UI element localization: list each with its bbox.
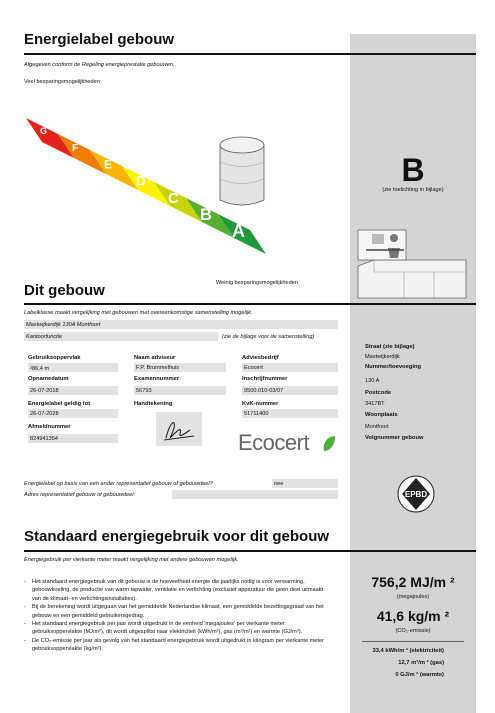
- kvk-value: 51711400: [244, 410, 269, 417]
- scale-letter: C: [168, 189, 179, 207]
- representative-address-field: [172, 490, 338, 499]
- representative-answer: nee: [274, 480, 284, 487]
- house-value: 130 A: [365, 378, 380, 384]
- representative-answer-field: [272, 479, 338, 488]
- usage-bullet: - De CO₂-emissie per jaar als gevolg van het standaard energiegebruik wordt uitgedrukt in kilogram per vierkante meter gebruiksoppervlakte (kg/m²).: [24, 637, 324, 654]
- advisor-field: [134, 363, 226, 372]
- valid-label: Energielabel geldig tot: [28, 401, 91, 407]
- scale-band: [26, 118, 74, 158]
- number-field: [28, 434, 118, 443]
- exam-field: [134, 386, 226, 395]
- epbd-seal: [396, 474, 436, 514]
- exam-label: Examennummer: [134, 376, 180, 382]
- building-icon: [220, 137, 264, 205]
- ecocert-logo-text: Ecocert: [238, 430, 310, 455]
- function-value: Kantoorfunctie: [26, 333, 63, 340]
- reg-label: Inschrijfnummer: [242, 376, 288, 382]
- reg-value: 9500.010-03/07: [244, 387, 284, 394]
- area-field: [28, 363, 118, 372]
- mj-note: (megajoules): [396, 594, 430, 600]
- exam-value: 56793: [136, 387, 152, 394]
- company-value: Ecocert: [244, 364, 263, 371]
- elec-value: 33,4 kWh/m ² (elektriciteit): [372, 648, 444, 654]
- scale-letter: D: [136, 173, 146, 189]
- scale-letter: G: [40, 126, 48, 136]
- scale-letter: A: [232, 221, 245, 242]
- kvk-label: KvK-nummer: [242, 401, 279, 407]
- scale-letter: E: [104, 157, 113, 172]
- company-field: [242, 363, 338, 372]
- advisor-value: F.P. Brummelhuis: [136, 364, 180, 371]
- issued-text: Afgegeven conform de Regeling energieprestatie gebouwen.: [24, 62, 175, 68]
- city-value: Montfoort: [365, 424, 389, 430]
- usage-intro: Energiegebruik per vierkante meter maakt vergelijking met andere gebouwen mogelijk.: [24, 557, 239, 563]
- street-value: Mastwijkerdijk: [365, 354, 400, 360]
- address-value: Mastwijkerdijk 130A Montfoort: [26, 321, 101, 328]
- area-label: Gebruiksoppervlak: [28, 355, 81, 361]
- scale-letter: F: [72, 142, 79, 155]
- epbd-seal-graphic: [396, 474, 436, 514]
- page-title: Energielabel gebouw: [24, 31, 175, 48]
- company-label: Adviesbedrijf: [242, 355, 279, 361]
- postal-value: 3417BT: [365, 401, 385, 407]
- usage-title: Standaard energiegebruik voor dit gebouw: [24, 528, 330, 545]
- valid-value: 26-07-2028: [30, 410, 59, 417]
- usage-bullets: [24, 578, 324, 654]
- scale-top-text: Veel besparingsmogelijkheden: [24, 79, 100, 85]
- scale-bottom-text: Weinig besparingsmogelijkheden: [216, 280, 298, 286]
- signature-image: [156, 412, 202, 446]
- advisor-label: Naam adviseur: [134, 355, 176, 361]
- usage-bullet: - Het standaard energiegebruik per jaar wordt uitgedrukt in de eenheid 'megajoules' per vierkante meter gebruiksoppervlakte (MJ/m²), dit wordt uitgesplitst naar elektriciteit (kWh/m²), gas (m³/m²) en warmte (GJ/m²).: [24, 620, 324, 637]
- label-note: (zie toelichting in bijlage): [382, 187, 444, 193]
- valid-field: [28, 409, 118, 418]
- label-class: B: [401, 152, 425, 188]
- building-intro: Labelklasse maakt vergelijking met gebouwen met overeenkomstige samenstelling mogelijk.: [24, 310, 253, 316]
- scale-letter: B: [200, 206, 212, 224]
- postal-label: Postcode: [365, 390, 392, 396]
- energy-scale-graphic: [24, 100, 344, 280]
- address-field: [24, 320, 338, 329]
- signature-box: [156, 412, 202, 446]
- usage-bullet: - Het standaard energiegebruik van dit gebouw is de hoeveelheid energie die jaarlijks nodig is voor verwarming, gebouwkoeling, de productie van warm tapwater, ventilatie en verlichting (exclusief apparatuur die geen deel uitmaakt van de klimaat- en verlichtingsinstallaties).: [24, 578, 324, 603]
- usage-rule: [24, 550, 476, 552]
- usage-bullet: - Bij de berekening wordt uitgegaan van het gemiddelde Nederlandse klimaat, een gemiddelde bezettingsgraad van het gebouw en een gemiddeld gebruikersgedrag.: [24, 603, 324, 620]
- title-rule: [24, 53, 476, 55]
- number-label: Afmeldnummer: [28, 424, 71, 430]
- representative-question: Energielabel op basis van een ander representatief gebouw of gebouwdeel?: [24, 481, 213, 487]
- section-building-rule: [24, 303, 476, 305]
- kvk-field: [242, 409, 338, 418]
- house-label: Nummer/toevoeging: [365, 364, 422, 370]
- function-field: [24, 332, 218, 341]
- gas-value: 12,7 m³/m ² (gas): [398, 660, 444, 666]
- scale-band: [122, 166, 170, 206]
- intake-label: Opnamedatum: [28, 376, 69, 382]
- function-note: (zie de bijlage voor de samenstelling): [222, 334, 315, 340]
- vol-label: Volgnummer gebouw: [365, 435, 424, 441]
- scale-band: [58, 134, 106, 174]
- co2-note: (CO₂-emissie): [395, 628, 431, 634]
- mj-value: 756,2 MJ/m ²: [371, 574, 455, 590]
- intake-field: [28, 386, 118, 395]
- area-value: 86,4 m $^2$: [30, 364, 50, 372]
- co2-value: 41,6 kg/m ²: [376, 608, 450, 624]
- usage-divider: [362, 641, 464, 642]
- leaf-icon: [322, 435, 336, 453]
- city-label: Woonplaats: [365, 412, 398, 418]
- section-building-title: Dit gebouw: [24, 282, 105, 299]
- street-label: Straat (zie bijlage): [365, 344, 415, 350]
- number-value: 824941354: [30, 435, 58, 442]
- sign-label: Handtekening: [134, 401, 173, 407]
- representative-address-label: Adres representatief gebouw of gebouwdeel:: [24, 492, 136, 498]
- reg-field: [242, 386, 338, 395]
- intake-value: 26-07-2018: [30, 387, 59, 394]
- scale-band: [90, 150, 138, 190]
- heat-value: 0 GJ/m ² (warmte): [395, 672, 444, 678]
- office-illustration: [354, 226, 470, 306]
- epbd-seal-text: EPBD: [404, 490, 428, 499]
- ecocert-logo: [238, 428, 340, 458]
